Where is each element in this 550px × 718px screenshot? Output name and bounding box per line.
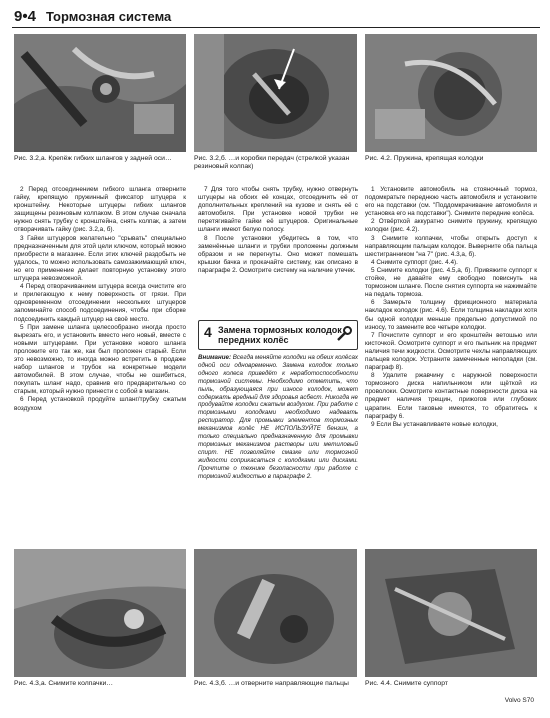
paragraph: 3 Снимите колпачки, чтобы открыть доступ к направляющим пальцам колодок. Выверните оба пальца шестигранником "на 7" (рис. 4.3,а, б). bbox=[365, 234, 537, 258]
paragraph: 9 Если Вы устанавливаете новые колодки, bbox=[371, 420, 498, 428]
photo-fig-4-2 bbox=[365, 34, 537, 152]
footer-label: Volvo S70 bbox=[504, 697, 534, 704]
photo-fig-3-2a bbox=[14, 34, 186, 152]
paragraph: 5 При замене шланга целесообразно иногда просто вырезать его, и установить вместо него новый, вместе с новыми штуцерами. При установке нового шланга проложите его так же, как был проложен старый. Если это невозможно, то иногда можно встретить в продаже набор шлангов и трубок на конкретные модели автомобилей. В этом случае, чтобы не ошибиться, покупать шланг надо, сравнив его предварительно со старым, который нужно принести с собой в магазин. bbox=[14, 323, 186, 396]
paragraph: 8 После установки убедитесь в том, что заменённые шланги и трубки проложены должным образом и не перегнуты. Оно может помешать крышки бачка и прокачайте систему, как описано в параграфе 2. Осмотрите систему на наличие утечек. bbox=[198, 234, 358, 274]
caption-fig-3-2a: Рис. 3.2,а. Крепёж гибких шлангов у задней оси… bbox=[14, 155, 172, 162]
paragraph: 3 Гайки штуцеров желательно "срывать" специально предназначенным для этой цели ключом, который можно приобрести в магазине. Если этих ключей раздобыть не удалось, то можно использовать самозажимающий ключ, но его применение делает повторную установку этого штуцера невозможной. bbox=[14, 234, 186, 283]
paragraph: 7 Почистите суппорт и его кронштейн ветошью или кисточкой. Осмотрите суппорт и его пыльник на предмет наличия течи жидкости. Осмотрите чехлы направляющих пальцев колодок. Устраните замеченные неполадки (см. параграф 8). bbox=[365, 331, 537, 372]
photo-fig-4-3a bbox=[14, 549, 186, 677]
section-heading-box bbox=[198, 320, 358, 350]
photo-fig-3-2b bbox=[194, 34, 357, 152]
paragraph: 5 Снимите колодки (рис. 4.5,а, б). Привяжите суппорт к стойке, не давайте ему свободно повиснуть на тормозном шланге. После снятия суппорта не нажимайте на педаль тормоза. bbox=[365, 266, 537, 299]
photo-fig-4-3b bbox=[194, 549, 357, 677]
warning-lead: Внимание: bbox=[198, 354, 232, 361]
section-number: 4 bbox=[204, 324, 212, 340]
warning-text: Всегда меняйте колодки на обеих колёсах одной оси одновременно. Замена колодок только одного колеса приведёт к неработоспособности тормозной системы. Необходимо отметить, что пыль, образующаяся при износе колодок, может содержать вредный для здоровья асбест. Никогда не продувайте колодки сжатым воздухом. При работе с тормозными колодками необходимо надевать респиратор. Для промывки элементов тормозных механизмов колёс НЕ ИСПОЛЬЗУЙТЕ бензин, а только специально предназначенную для промывки тормозных механизмов растворы или метиловый спирт. НЕ позволяйте смазке или тормозной жидкости соприкасаться с колодками или дисками. Прочтите о технике безопасности при работе с тормозной жидкостью в параграфе 2. bbox=[198, 354, 358, 480]
paragraph: 2 Перед отсоединением гибкого шланга отверните гайку, крепящую пружинный фиксатор штуцера к кронштейну. Некоторые штуцеры гибких шлангов защищены резиновым колпаком. В этом случае сначала нужно снять трубку с кронштейна, снять колпак, а затем отворачивать гайку (рис. 3.2,а, б). bbox=[14, 186, 186, 234]
header-rule bbox=[12, 27, 540, 28]
caption-fig-4-3a: Рис. 4.3,а. Снимите колпачки… bbox=[14, 680, 114, 687]
caption-fig-4-2: Рис. 4.2. Пружина, крепящая колодки bbox=[365, 155, 484, 162]
paragraph: 6 Перед установкой продуйте шланг/трубку сжатым воздухом bbox=[14, 396, 186, 412]
warning-block bbox=[198, 354, 358, 481]
column-3 bbox=[365, 186, 537, 429]
paragraph: 4 Перед отворачиванием штуцера всегда очистите его и прилегающую к нему поверхность от грязи. При одновременном отсоединении нескольких штуцеров запоминайте способ подсоединения, чтобы при сборке подсоединить каждый штуцер на своё место. bbox=[14, 283, 186, 323]
paragraph: 8 Удалите ржавчину с наружной поверхности тормозного диска напильником или щёткой из проволоки. Осмотрите контактные поверхности диска на предмет наличия трещин, прижогов или глубоких царапин. Если таковые имеются, то обратитесь к параграфу 6. bbox=[365, 372, 537, 420]
paragraph: 2 Отвёрткой аккуратно снимите пружину, крепящую колодки (рис. 4.2). bbox=[365, 218, 537, 234]
paragraph: 7 Для того чтобы снять трубку, нужно отвернуть штуцеры на обоих её концах, отсоединить её от дополнительных креплений на кузове и снять её с автомобиля. При установке новой трубки не перетягивайте гайки её штуцеров. Оригинальные шланги имеют белую полосу. bbox=[198, 186, 358, 234]
photo-fig-4-4 bbox=[365, 549, 537, 677]
column-1 bbox=[14, 186, 186, 413]
page-header bbox=[14, 6, 171, 26]
paragraph: 4 Снимите суппорт (рис. 4.4). bbox=[371, 258, 458, 266]
page-number: 9•4 bbox=[14, 7, 36, 25]
page-title: Тормозная система bbox=[45, 8, 172, 24]
caption-fig-4-3b: Рис. 4.3,б. …и отверните направляющие пальцы bbox=[194, 680, 349, 687]
wrench-icon bbox=[335, 325, 353, 343]
caption-fig-4-4: Рис. 4.4. Снимите суппорт bbox=[365, 680, 449, 687]
caption-fig-3-2b: Рис. 3.2,б. …и коробки передач (стрелкой указан резиновый колпак) bbox=[194, 155, 350, 171]
section-title: Замена тормозных колодок передних колёс bbox=[218, 325, 342, 345]
paragraph: 1 Установите автомобиль на стояночный тормоз, подомкратьте переднюю часть автомобиля и установите его на подставки (см. "Поддомкрачивание автомобиля и установка его на подставки"). Снимите передние колёса. bbox=[365, 186, 537, 218]
paragraph: 6 Замерьте толщину фрикционного материала накладок колодок (рис. 4.6). Если толщина накладки хотя бы одной колодки меньше предельно допустимой по износу, то замените все четыре колодки. bbox=[365, 299, 537, 331]
column-2 bbox=[198, 186, 358, 275]
